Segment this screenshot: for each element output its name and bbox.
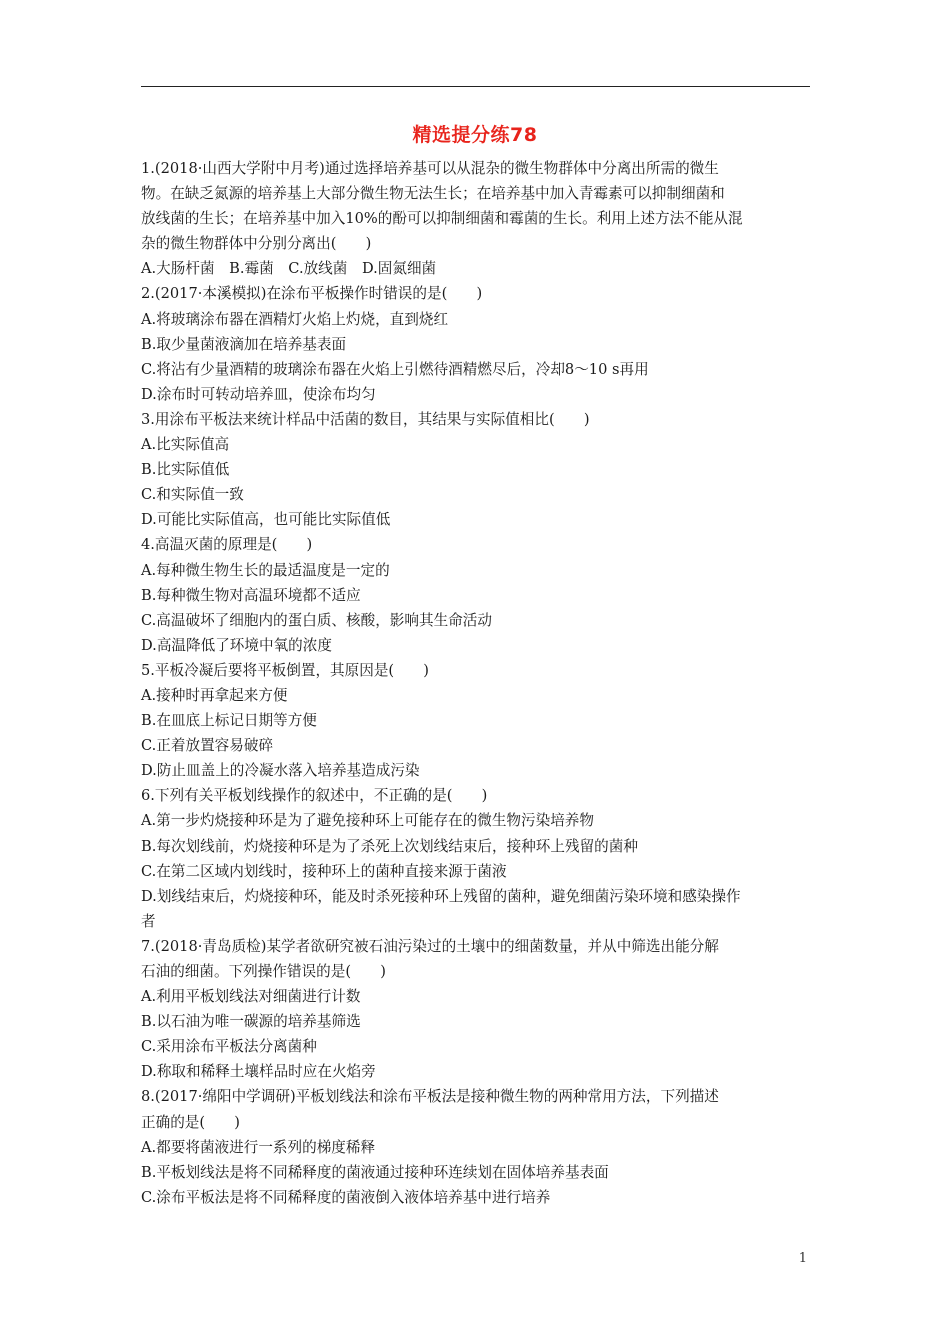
page-number: 1 [798,1251,807,1266]
text-line: B.在皿底上标记日期等方便 [141,712,317,730]
question-body [141,156,811,1210]
header-rule [141,86,810,87]
text-line: A.每种微生物生长的最适温度是一定的 [141,561,390,579]
text-line: D.称取和稀释土壤样品时应在火焰旁 [141,1063,376,1081]
text-line: A.将玻璃涂布器在酒精灯火焰上灼烧，直到烧红 [141,310,449,328]
text-line: B.每次划线前，灼烧接种环是为了杀死上次划线结束后，接种环上残留的菌种 [141,837,638,855]
text-line: 3.用涂布平板法来统计样品中活菌的数目，其结果与实际值相比( ) [141,410,590,428]
text-line: C.在第二区域内划线时，接种环上的菌种直接来源于菌液 [141,862,507,880]
text-line: 4.高温灭菌的原理是( ) [141,536,313,554]
text-line: C.涂布平板法是将不同稀释度的菌液倒入液体培养基中进行培养 [141,1188,551,1206]
text-line: A.第一步灼烧接种环是为了避免接种环上可能存在的微生物污染培养物 [141,812,594,830]
text-line: C.高温破坏了细胞内的蛋白质、核酸，影响其生命活动 [141,611,492,629]
text-line: A.比实际值高 [141,436,230,454]
text-line: 7.(2018·青岛质检)某学者欲研究被石油污染过的土壤中的细菌数量，并从中筛选出能分解 [141,937,719,955]
page-title: 精选提分练78 [412,124,538,146]
text-line: 杂的微生物群体中分别分离出( ) [141,235,372,253]
text-line: 5.平板冷凝后要将平板倒置，其原因是( ) [141,661,430,679]
text-line: C.采用涂布平板法分离菌种 [141,1038,317,1056]
text-line: C.和实际值一致 [141,486,244,504]
text-line: 8.(2017·绵阳中学调研)平板划线法和涂布平板法是接种微生物的两种常用方法，下列描述 [141,1088,719,1106]
text-line: 放线菌的生长；在培养基中加入10%的酚可以抑制细菌和霉菌的生长。利用上述方法不能从混 [141,210,743,228]
text-line: B.比实际值低 [141,461,230,479]
text-line: B.平板划线法是将不同稀释度的菌液通过接种环连续划在固体培养基表面 [141,1163,609,1181]
text-line: 2.(2017·本溪模拟)在涂布平板操作时错误的是( ) [141,285,483,303]
text-line: A.接种时再拿起来方便 [141,686,288,704]
text-line: 石油的细菌。下列操作错误的是( ) [141,963,386,980]
text-line: B.每种微生物对高温环境都不适应 [141,586,361,604]
text-line: 6.下列有关平板划线操作的叙述中，不正确的是( ) [141,787,488,805]
text-line: 物。在缺乏氮源的培养基上大部分微生物无法生长；在培养基中加入青霉素可以抑制细菌和 [141,185,725,203]
text-line: C.正着放置容易破碎 [141,737,274,755]
text-line: C.将沾有少量酒精的玻璃涂布器在火焰上引燃待酒精燃尽后，冷却8～10 s再用 [141,360,649,378]
text-line: A.大肠杆菌 B.霉菌 C.放线菌 D.固氮细菌 [141,260,437,278]
text-line: B.以石油为唯一碳源的培养基筛选 [141,1013,361,1031]
text-line: 1.(2018·山西大学附中月考)通过选择培养基可以从混杂的微生物群体中分离出所需的微生 [141,160,719,177]
text-line: 正确的是( ) [141,1113,240,1131]
text-line: 者 [141,912,156,930]
text-line: D.涂布时可转动培养皿，使涂布均匀 [141,385,376,403]
text-line: D.防止皿盖上的冷凝水落入培养基造成污染 [141,762,420,780]
text-line: D.高温降低了环境中氧的浓度 [141,636,332,654]
text-line: A.都要将菌液进行一系列的梯度稀释 [141,1138,376,1156]
text-line: D.可能比实际值高，也可能比实际值低 [141,511,391,529]
text-line: A.利用平板划线法对细菌进行计数 [141,988,361,1006]
text-line: B.取少量菌液滴加在培养基表面 [141,335,347,353]
text-line: D.划线结束后，灼烧接种环，能及时杀死接种环上残留的菌种，避免细菌污染环境和感染操作 [141,887,741,905]
